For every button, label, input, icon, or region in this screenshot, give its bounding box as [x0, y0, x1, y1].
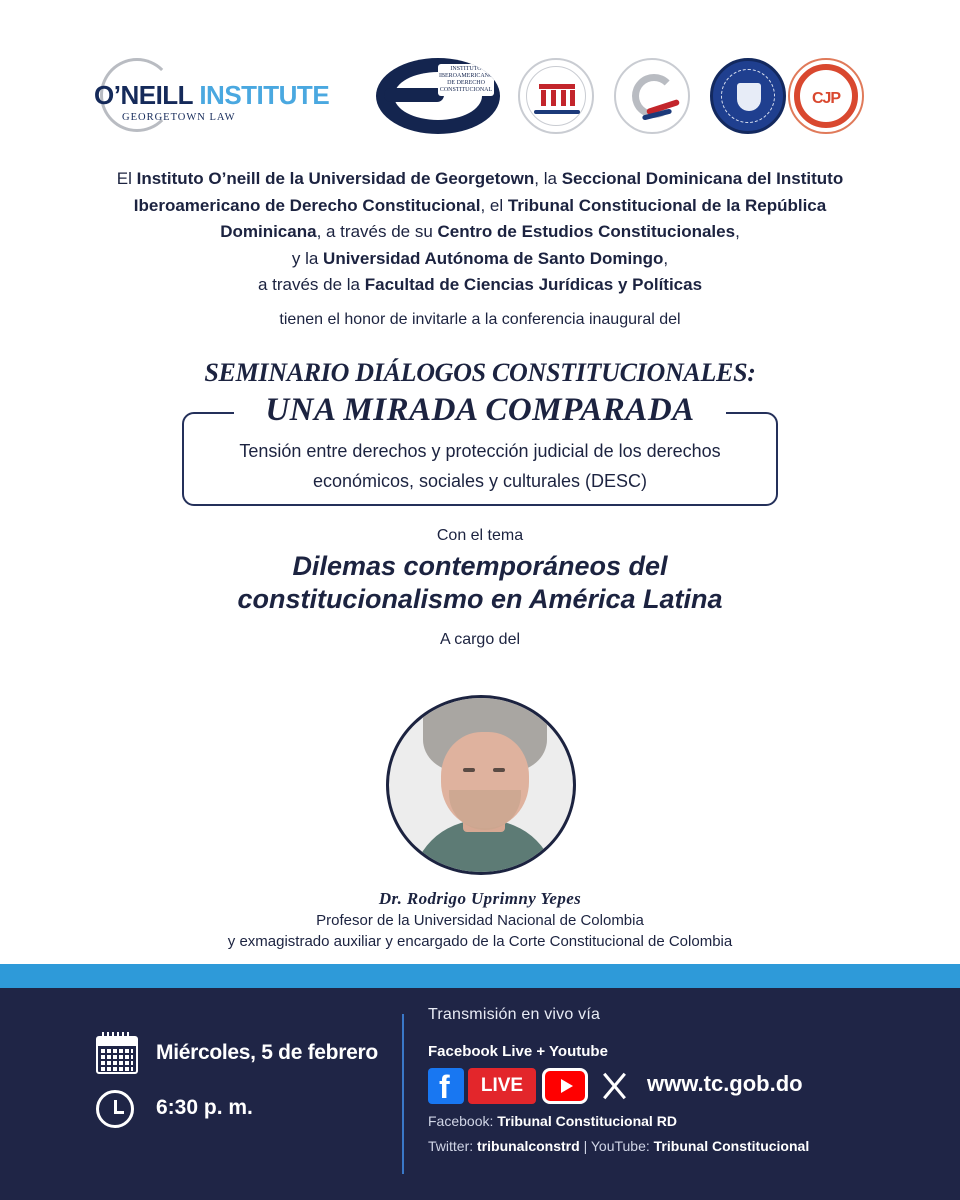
social-handles-line — [428, 1138, 809, 1154]
intro-text: y la — [291, 248, 324, 268]
intro-paragraph — [90, 166, 870, 299]
stream-platforms: Facebook Live + Youtube — [428, 1043, 608, 1060]
theme-title-line1: Dilemas contemporáneos del — [292, 551, 668, 581]
intro-line — [90, 246, 870, 273]
uasd-seal — [710, 58, 786, 134]
org-iidc-part2: Iberoamericano de Derecho Constitucional — [133, 195, 481, 215]
cjp-seal-text: CJP — [811, 90, 841, 107]
calendar-grid — [101, 1049, 133, 1071]
calendar-icon — [96, 1036, 138, 1074]
logo-row — [0, 52, 960, 142]
org-oneill: Instituto O’neill de la Universidad de Georgetown — [136, 169, 535, 188]
clock-minute-hand — [114, 1111, 124, 1114]
cjp-seal — [788, 58, 864, 134]
website-link[interactable]: www.tc.gob.do — [647, 1071, 803, 1096]
seminar-title-line2: UNA MIRADA COMPARADA — [234, 392, 726, 429]
iidc-logo — [376, 56, 500, 136]
intro-text: , — [663, 248, 669, 268]
intro-text: a través de la — [257, 275, 365, 294]
theme-title — [90, 550, 870, 616]
speaker-intro: A cargo del — [439, 631, 521, 648]
portrait-eye — [463, 768, 475, 772]
tribunal-constitucional-seal — [518, 58, 594, 134]
seminar-subtitle-line1: Tensión entre derechos y protección judicial de los derechos — [239, 441, 721, 461]
seminar-title-line1: SEMINARIO DIÁLOGOS CONSTITUCIONALES: — [204, 358, 756, 387]
seminar-subtitle-line2: económicos, sociales y culturales (DESC) — [312, 471, 648, 491]
speaker-credential-1: Profesor de la Universidad Nacional de Colombia — [316, 912, 644, 929]
centro-estudios-seal — [614, 58, 690, 134]
org-iidc-part1: Seccional Dominicana del Instituto — [561, 169, 844, 188]
oneill-institute-logo — [94, 58, 356, 134]
org-facultad: Facultad de Ciencias Jurídicas y Políticas — [364, 275, 703, 294]
twitter-handle[interactable]: tribunalconstrd — [477, 1138, 580, 1154]
live-badge[interactable]: LIVE — [468, 1068, 536, 1104]
handle-separator: | — [579, 1138, 591, 1154]
youtube-label: YouTube: — [590, 1138, 654, 1154]
portrait-eye — [493, 768, 505, 772]
portrait-frame — [386, 695, 576, 875]
intro-line — [90, 166, 870, 193]
footer-divider — [402, 1014, 404, 1174]
intro-line — [90, 219, 870, 246]
footer — [0, 988, 960, 1200]
oneill-brand-text — [94, 80, 329, 111]
facebook-letter: f — [439, 1069, 450, 1105]
youtube-handle[interactable]: Tribunal Constitucional — [653, 1138, 810, 1154]
oneill-brand-part1: O’NEILL — [94, 80, 193, 110]
twitter-label: Twitter: — [428, 1138, 478, 1154]
tc-column — [561, 90, 566, 106]
tc-column — [570, 90, 575, 106]
intro-text: , la — [534, 169, 562, 188]
theme-title-line2: constitucionalismo en América Latina — [237, 584, 723, 614]
intro-text: El — [116, 169, 137, 188]
footer-accent-stripe — [0, 964, 960, 988]
calendar-header — [98, 1038, 136, 1046]
iidc-emblem — [376, 58, 500, 134]
intro-text: , el — [480, 195, 508, 215]
youtube-play-triangle — [561, 1079, 573, 1093]
org-tc-part1: Tribunal Constitucional de la República — [507, 195, 827, 215]
facebook-handle[interactable]: Tribunal Constitucional RD — [497, 1113, 677, 1129]
facebook-label: Facebook: — [428, 1113, 498, 1129]
facebook-icon[interactable] — [428, 1068, 464, 1104]
org-uasd: Universidad Autónoma de Santo Domingo — [323, 248, 664, 268]
event-date: Miércoles, 5 de febrero — [156, 1041, 378, 1064]
theme-intro: Con el tema — [436, 527, 524, 544]
tc-column — [541, 90, 546, 106]
speaker-name: Dr. Rodrigo Uprimny Yepes — [378, 889, 582, 908]
oneill-subtitle: GEORGETOWN LAW — [122, 112, 236, 123]
uasd-shield-icon — [737, 83, 761, 111]
intro-line — [90, 272, 870, 299]
tc-roof — [539, 84, 575, 89]
org-centro-estudios: Centro de Estudios Constitucionales — [437, 222, 736, 241]
event-time: 6:30 p. m. — [156, 1096, 253, 1119]
stream-intro: Transmisión en vivo vía — [428, 1006, 601, 1023]
org-tc-part2: Dominicana — [220, 222, 317, 241]
intro-line — [90, 193, 870, 220]
invitation-text: tienen el honor de invitarle a la conferencia inaugural del — [279, 311, 681, 328]
seminar-subtitle — [184, 436, 776, 496]
intro-text: , a través de su — [316, 222, 438, 241]
youtube-icon[interactable] — [542, 1068, 588, 1104]
tc-columns-icon — [539, 84, 575, 108]
speaker-credential-2: y exmagistrado auxiliar y encargado de la Corte Constitucional de Colombia — [227, 933, 733, 950]
facebook-handle-line — [428, 1113, 677, 1129]
iidc-emblem-bar — [384, 88, 444, 102]
intro-text: , — [735, 222, 740, 241]
oneill-brand-part2: INSTITUTE — [199, 80, 330, 110]
speaker-portrait — [386, 695, 576, 875]
iidc-logo-text: INSTITUTO IBEROAMERICANO DE DERECHO CONSTITUCIONAL — [438, 64, 494, 96]
tc-base — [534, 110, 580, 114]
clock-icon — [96, 1090, 134, 1128]
tc-column — [551, 90, 556, 106]
x-twitter-icon[interactable] — [596, 1068, 632, 1104]
